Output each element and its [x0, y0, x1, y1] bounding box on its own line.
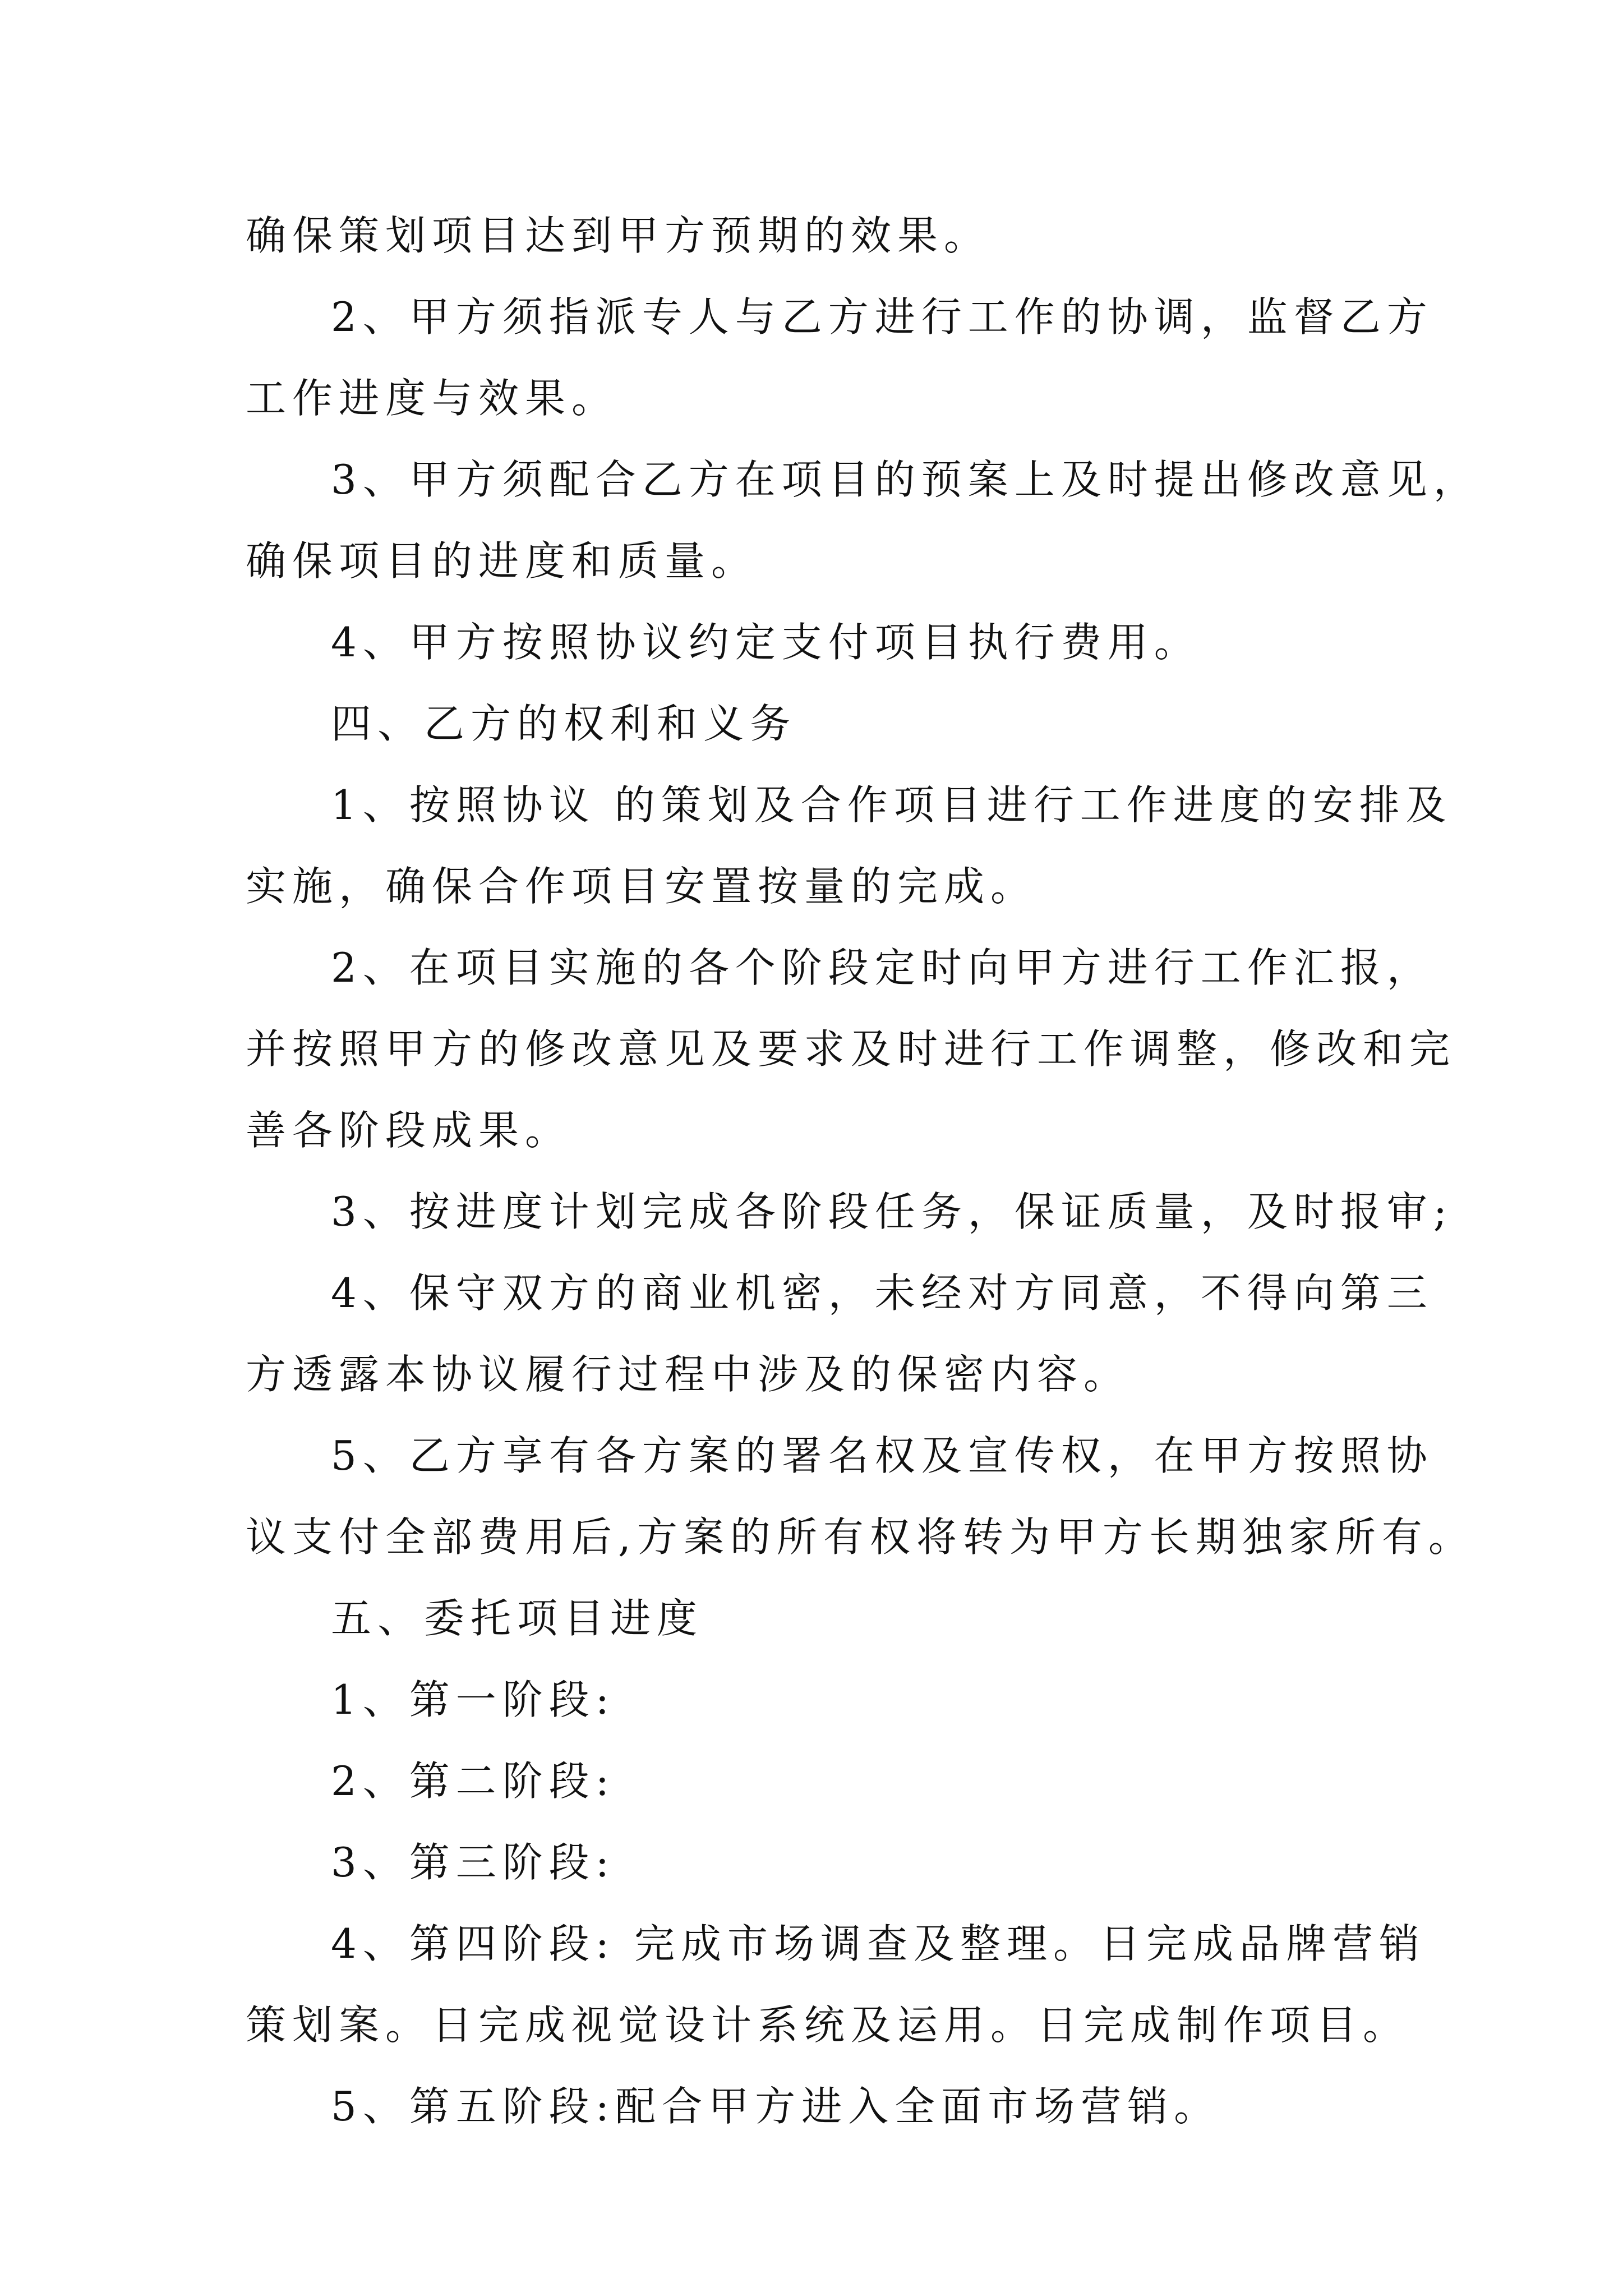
- text-line-clause-3-3: 3、甲方须配合乙方在项目的预案上及时提出修改意见，: [331, 456, 1480, 503]
- text-line-clause-4-1: 1、按照协议 的策划及合作项目进行工作进度的安排及: [331, 781, 1453, 829]
- text-line-clause-4-3: 3、按进度计划完成各阶段任务，保证质量，及时报审;: [331, 1188, 1454, 1235]
- text-line-stage-2: 2、第二阶段:: [331, 1757, 616, 1805]
- text-line-continuation: 确保项目的进度和质量。: [246, 537, 758, 585]
- text-line-continuation: 工作进度与效果。: [246, 375, 619, 422]
- text-line-stage-3: 3、第三阶段:: [331, 1839, 616, 1886]
- text-line-stage-4: 4、第四阶段: 完成市场调查及整理。日完成品牌营销: [331, 1920, 1426, 1967]
- text-line-stage-1: 1、第一阶段:: [331, 1676, 616, 1723]
- text-line-clause-4-2: 2、在项目实施的各个阶段定时向甲方进行工作汇报，: [331, 944, 1433, 991]
- text-line-continuation: 方透露本协议履行过程中涉及的保密内容。: [246, 1351, 1131, 1398]
- text-line-continuation: 议支付全部费用后,方案的所有权将转为甲方长期独家所有。: [246, 1513, 1475, 1561]
- section-heading-4: 四、乙方的权利和义务: [331, 700, 797, 747]
- text-line-continuation: 策划案。日完成视觉设计系统及运用。日完成制作项目。: [246, 2001, 1410, 2049]
- text-line-stage-5: 5、第五阶段:配合甲方进入全面市场营销。: [331, 2083, 1221, 2130]
- text-line-continuation: 并按照甲方的修改意见及要求及时进行工作调整，修改和完: [246, 1025, 1456, 1073]
- section-heading-5: 五、委托项目进度: [331, 1595, 704, 1642]
- text-line-clause-4-4: 4、保守双方的商业机密，未经对方同意，不得向第三: [331, 1269, 1433, 1317]
- text-line-continuation: 善各阶段成果。: [246, 1107, 572, 1154]
- text-line-continuation: 实施，确保合作项目安置按量的完成。: [246, 863, 1038, 910]
- text-line-clause-3-4: 4、甲方按照协议约定支付项目执行费用。: [331, 619, 1201, 666]
- text-line-clause-3-2: 2、甲方须指派专人与乙方进行工作的协调，监督乙方: [331, 293, 1433, 341]
- text-line-clause-4-5: 5、乙方享有各方案的署名权及宣传权，在甲方按照协: [331, 1432, 1433, 1479]
- text-line-continuation: 确保策划项目达到甲方预期的效果。: [246, 212, 991, 259]
